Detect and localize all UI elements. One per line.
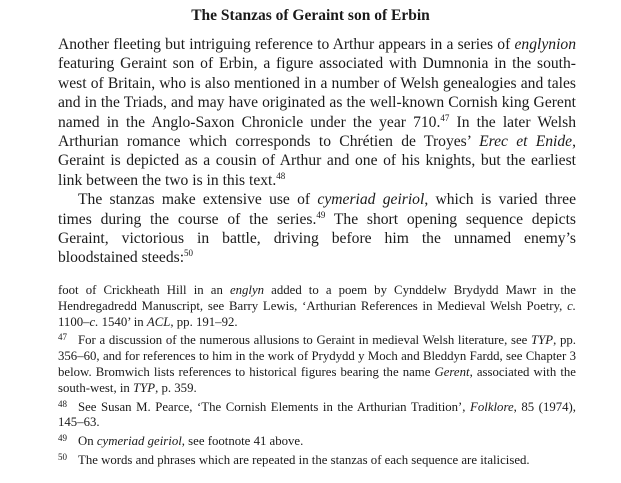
footnote-49 [58, 431, 576, 450]
fn48-italic-1: Folklore [470, 399, 514, 414]
fn47-text-3: , associated with the south-west, in [58, 364, 576, 395]
footnote-ref-49[interactable]: 49 [316, 209, 326, 220]
footnote-number: 50 [58, 451, 67, 462]
footnote-ref-48[interactable]: 48 [276, 170, 286, 181]
footnote-number: 47 [58, 332, 67, 343]
fn-cont-text-2: added to a poem by Cynddelw Brydydd Mawr in the Hendregadredd Manuscript, see Barry Lewis, ‘Arthurian References in Medieval Welsh Poetry, [58, 283, 576, 313]
p2-text-2: , which is varied three times during the course of the series. [58, 191, 576, 228]
fn47-text-4: , p. 359. [155, 380, 197, 395]
p1-text-2: featuring Geraint son of Erbin, a figure associated with Dumnonia in the south-west of Britain, who is also mentioned in a number of Welsh genealogies and tales and in the Triads, and may have originated as the well-known Cornish king Gerent named in the Anglo-Saxon Chronicle under the year 710. [58, 55, 576, 131]
fn-cont-text-1: foot of Crickheath Hill in an [58, 283, 230, 297]
fn47-text-2: , pp. 356–60, and for references to him in the work of Prydydd y Moch and Bleddyn Fardd, see Chapter 3 below. Bromwich lists references to historical figures bearing the name [58, 333, 576, 379]
footnote-48 [58, 397, 576, 432]
fn47-text-1: For a discussion of the numerous allusions to Geraint in medieval Welsh literature, see [78, 333, 532, 348]
main-text [58, 35, 576, 268]
footnotes [58, 283, 576, 469]
p1-text-3: In the later Welsh Arthurian romance which corresponds to Chrétien de Troyes’ [58, 113, 576, 151]
p1-text-1: Another fleeting but intriguing reference to Arthur appears in a series of [58, 36, 515, 53]
fn48-text-2: , 85 (1974), 145–63. [58, 399, 577, 430]
fn-cont-italic-4: ACL [146, 314, 171, 329]
fn-cont-italic-3: c. [89, 314, 99, 329]
fn48-text-1: See Susan M. Pearce, ‘The Cornish Elements in the Arthurian Tradition’, [78, 399, 471, 414]
footnote-number: 48 [58, 398, 67, 409]
footnote-continuation [58, 283, 576, 330]
p1-text-4: , Geraint is depicted as a cousin of Arthur and one of his knights, but the earliest link between the two is in this text. [58, 133, 577, 189]
paragraph-1 [58, 35, 576, 190]
fn47-italic-3: TYP [133, 380, 156, 395]
fn-cont-text-4: 1540’ in [98, 314, 147, 329]
fn-cont-italic-1: englyn [229, 283, 265, 297]
p2-text-3: The short opening sequence depicts Geraint, victorious in battle, driving before him the unnamed enemy’s bloodstained steeds: [58, 210, 576, 267]
p2-text-1: The stanzas make extensive use of [78, 191, 318, 209]
p2-italic-cymeriad: cymeriad geiriol [317, 191, 425, 209]
paragraph-2 [58, 190, 576, 268]
fn50-text-1: The words and phrases which are repeated in the stanzas of each sequence are italicised. [78, 452, 530, 467]
footnote-ref-50[interactable]: 50 [184, 248, 194, 259]
footnote-50 [58, 450, 576, 469]
fn-cont-text-5: , pp. 191–92. [170, 314, 238, 329]
section-heading: The Stanzas of Geraint son of Erbin [191, 7, 430, 24]
footnote-47 [58, 330, 576, 396]
footnote-number: 49 [58, 433, 67, 444]
fn49-italic-1: cymeriad geiriol [96, 434, 182, 449]
footnote-ref-47[interactable]: 47 [440, 112, 450, 123]
fn47-italic-2: Gerent [434, 364, 470, 379]
fn-cont-text-3: 1100– [58, 314, 90, 329]
fn49-text-1: On [78, 434, 97, 449]
fn49-text-2: , see footnote 41 above. [181, 434, 304, 449]
p1-italic-erec: Erec et Enide [479, 133, 573, 151]
fn-cont-italic-2: c. [567, 298, 576, 313]
p1-italic-englynion: englynion [514, 36, 576, 53]
fn47-italic-1: TYP [531, 333, 554, 348]
